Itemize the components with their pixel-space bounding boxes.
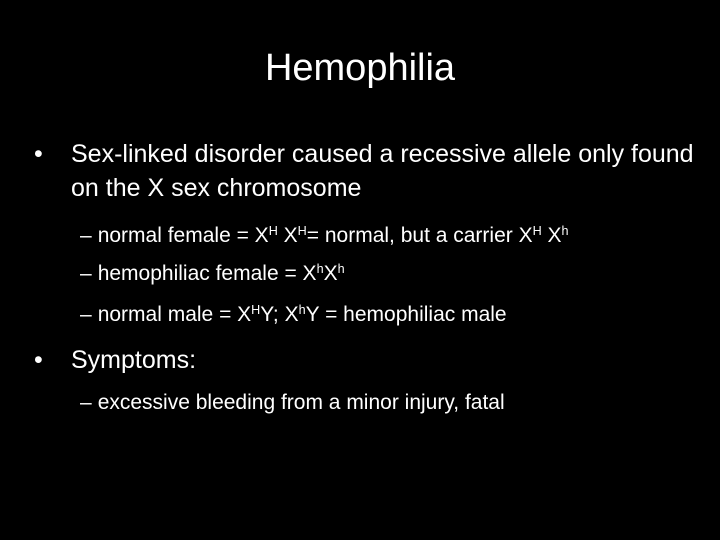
sub-bullet-normal-male [80,300,710,330]
dash-marker: – [80,303,92,326]
sub-text: normal female = X [97,224,269,247]
dash-marker: – [80,224,92,247]
allele-superscript: h [316,262,324,277]
bullet-symptoms [34,343,694,377]
sub-text: hemophiliac female = X [97,262,317,285]
allele-superscript: H [297,224,307,239]
allele-superscript: H [268,224,278,239]
allele-superscript: H [251,303,261,318]
sub-text: X [541,224,562,247]
sub-text: Y; X [260,303,299,326]
dash-marker: – [80,391,92,414]
sub-text: normal male = X [97,303,252,326]
bullet-text: Symptoms: [71,346,197,374]
allele-superscript: H [532,224,542,239]
sub-text: Y = hemophiliac male [305,303,507,326]
slide-title: Hemophilia [264,47,456,89]
sub-text: = normal, but a carrier X [306,224,533,247]
sub-bullet-normal-female [80,221,710,251]
dash-marker: – [80,262,92,285]
sub-bullet-hemophiliac-female [80,259,710,289]
bullet-marker: • [34,346,43,374]
sub-text: X [277,224,298,247]
bullet-text: Sex-linked disorder caused a recessive allele only found on the X sex chromosome [71,140,694,202]
sub-bullet-excessive-bleeding [80,388,710,418]
bullet-marker: • [34,140,43,168]
allele-superscript: h [561,224,569,239]
sub-text: X [323,262,338,285]
sub-text: excessive bleeding from a minor injury, fatal [97,391,505,414]
allele-superscript: h [298,303,306,318]
bullet-sex-linked [34,137,694,205]
allele-superscript: h [337,262,345,277]
